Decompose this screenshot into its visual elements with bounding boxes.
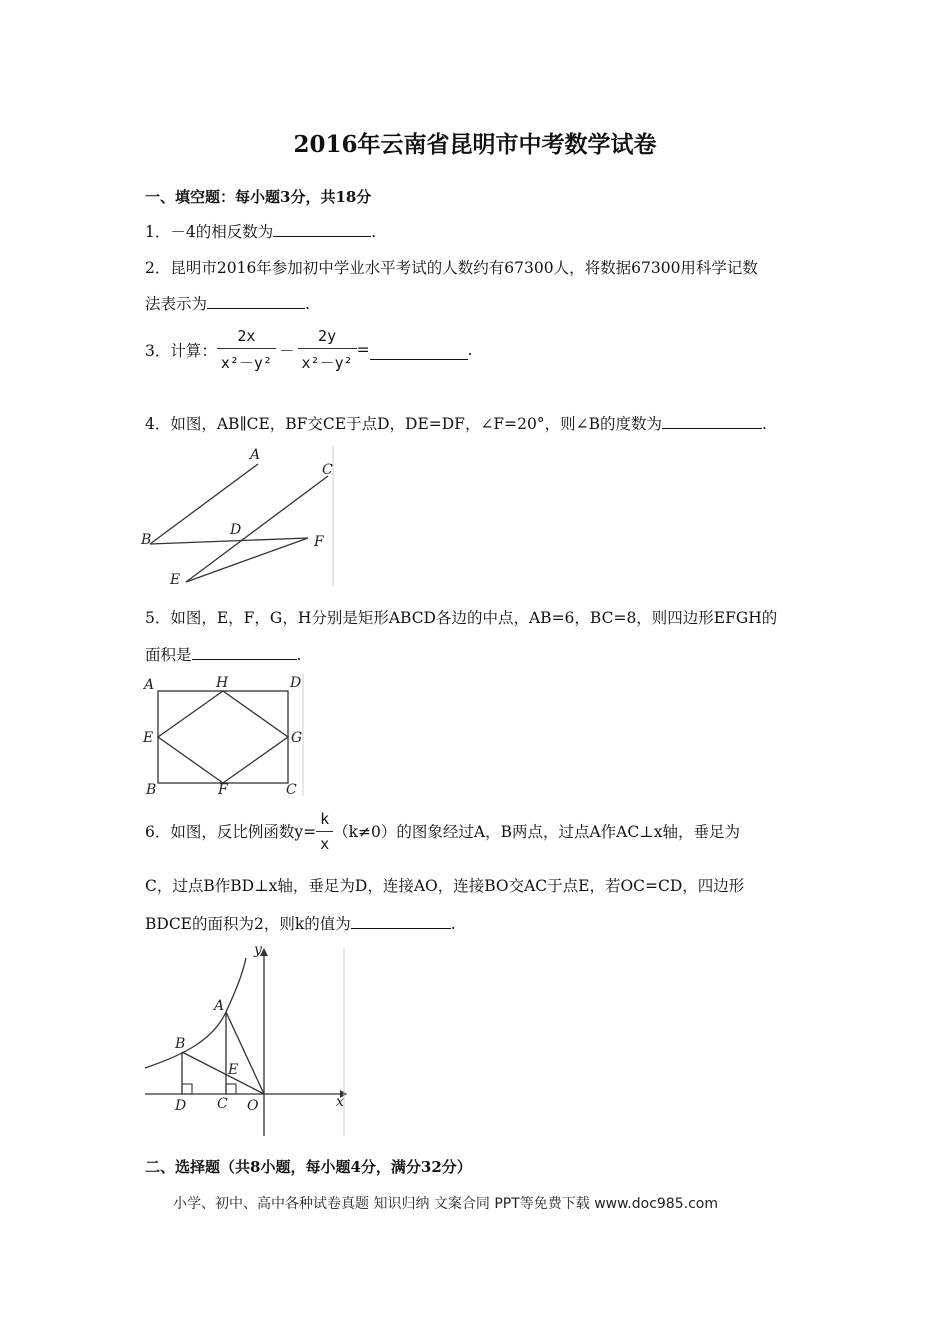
label-F: F [314,534,324,550]
question-3-end: . [467,341,473,359]
answer-blank-1 [273,235,371,237]
question-6-line3 [145,912,456,934]
label-B: B [175,1036,186,1052]
fraction-1-denominator: x²－y² [220,354,272,372]
question-2-end: . [305,295,310,313]
question-6-end: . [450,915,456,933]
question-2-text: 法表示为 [145,295,208,313]
fraction-1-numerator: 2x [217,327,276,349]
label-D: D [175,1098,187,1114]
question-3 [145,324,473,376]
label-H: H [216,675,229,691]
fraction-denominator: x [320,834,330,853]
question-5-line2 [145,643,301,665]
question-5-end: . [296,646,302,664]
answer-blank-2 [207,307,305,309]
figure-q5-rectangle [138,670,308,800]
question-6-text: BDCE的面积为2，则k的值为 [145,915,351,933]
question-1-text: 1．－4的相反数为 [145,223,274,241]
label-C: C [217,1096,228,1112]
question-2-line1: 2．昆明市2016年参加初中学业水平考试的人数约有67300人，将数据67300用科学记数 [145,259,758,277]
page-title: 2016年云南省昆明市中考数学试卷 [293,131,657,158]
label-F: F [218,782,228,798]
question-6-line2: C，过点B作BD⊥x轴，垂足为D，连接AO，连接BO交AC于点E，若OC=CD，四边形 [145,877,745,895]
fraction-numerator: k [316,810,333,832]
label-D: D [230,522,242,538]
figure-q6-inverse-function [140,940,350,1140]
label-B: B [146,782,157,798]
equals-sign: = [356,341,370,359]
question-6-line1 [145,806,740,856]
label-D: D [290,675,302,691]
figure-q4-parallel-lines [138,444,338,590]
section1-heading: 一、填空题：每小题3分，共18分 [145,188,372,206]
fraction-2-denominator: x²－y² [301,354,353,372]
question-6-suffix: （k≠0）的图象经过A，B两点，过点A作AC⊥x轴，垂足为 [333,823,741,841]
fraction-k-over-x [316,810,333,853]
question-3-prefix: 3．计算： [145,342,217,360]
label-B: B [141,532,152,548]
question-4-text: 4．如图，AB∥CE，BF交CE于点D，DE=DF，∠F=20°，则∠B的度数为 [145,415,663,433]
minus-sign: － [279,342,295,360]
label-C: C [322,462,333,478]
question-5-text: 面积是 [145,646,192,664]
fraction-1 [217,327,276,373]
fraction-2 [298,327,357,373]
label-E: E [143,730,154,746]
answer-blank-5 [192,658,297,660]
fraction-2-numerator: 2y [298,327,357,349]
answer-blank-4 [662,427,762,429]
label-A: A [144,677,155,693]
question-6-prefix: 6．如图，反比例函数y= [145,823,317,841]
question-4 [145,412,767,434]
label-y: y [254,942,262,958]
question-2-line2 [145,292,310,314]
label-x: x [336,1094,344,1110]
question-5-line1: 5．如图，E，F，G，H分别是矩形ABCD各边的中点，AB=6，BC=8，则四边形EFGH的 [145,609,778,627]
label-A: A [250,447,261,463]
label-G: G [291,730,303,746]
section2-heading: 二、选择题（共8小题，每小题4分，满分32分） [145,1158,472,1176]
label-C: C [286,782,297,798]
footer-text: 小学、初中、高中各种试卷真题 知识归纳 文案合同 PPT等免费下载 www.doc985.com [173,1196,718,1212]
question-4-end: . [762,415,767,433]
question-1-end: . [371,223,377,241]
label-O: O [247,1098,259,1114]
label-E: E [228,1062,239,1078]
label-E: E [170,572,181,588]
question-1 [145,220,376,242]
label-A: A [214,998,225,1014]
answer-blank-6 [351,927,451,929]
answer-blank-3 [370,358,468,360]
